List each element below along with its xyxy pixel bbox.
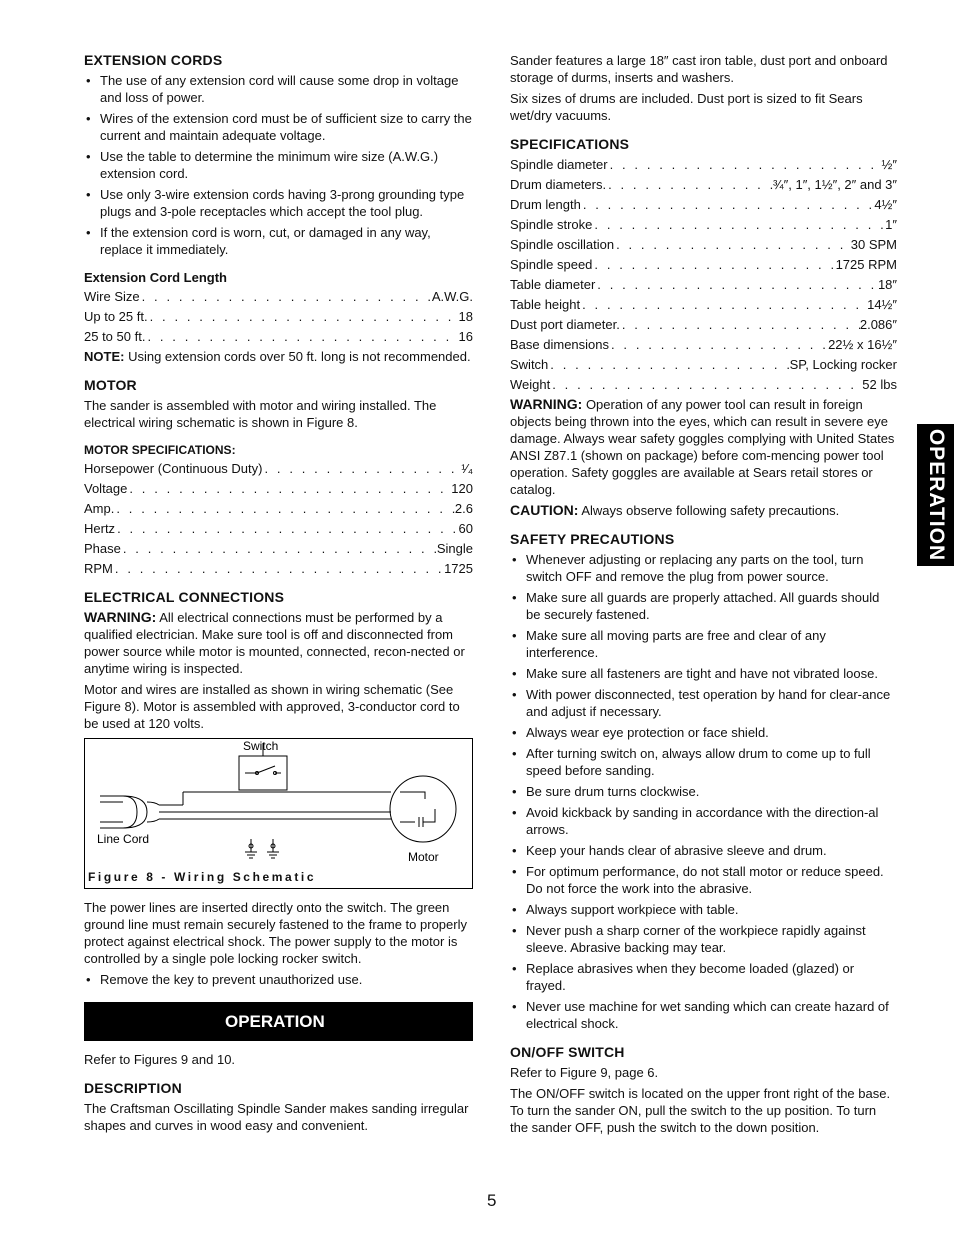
page-number: 5 (487, 1191, 497, 1210)
list-item: • After turning switch on, always allow drum to come up to full speed before sanding. (510, 745, 897, 779)
list-item: • Use only 3-wire extension cords having 3-prong grounding type plugs and 3-pole receptacles which accept the tool plug. (84, 186, 473, 220)
spec-row: Table height . . . 14½″ (510, 296, 897, 313)
list-item: • Make sure all fasteners are tight and have not vibrated loose. (510, 665, 897, 682)
left-column (84, 52, 473, 1138)
power-lines-text: The power lines are inserted directly onto the switch. The green ground line must remain securely fastened to the frame to properly protect against electrical shock. The power supply to the motor is controlled by a single pole locking rocker switch. (84, 900, 467, 966)
list-item: • Use the table to determine the minimum wire size (A.W.G.) extension cord. (84, 148, 473, 182)
list-item: • Wires of the extension cord must be of sufficient size to carry the current and maintain adequate voltage. (84, 110, 473, 144)
list-item: • Make sure all moving parts are free and clear of any interference. (510, 627, 897, 661)
figure-caption: Figure 8 - Wiring Schematic (88, 870, 317, 884)
extension-note: NOTE: Using extension cords over 50 ft. long is not recommended. (84, 349, 471, 364)
motor-specs-heading: MOTOR SPECIFICATIONS: (84, 443, 236, 457)
spec-row: Voltage . . . 120 (84, 480, 473, 497)
operation-section-bar: OPERATION (84, 1002, 473, 1041)
electrical-heading: ELECTRICAL CONNECTIONS (84, 589, 285, 605)
description-heading: DESCRIPTION (84, 1080, 182, 1096)
motor-text: The sander is assembled with motor and wiring installed. The electrical wiring schematic is shown in Figure 8. (84, 398, 437, 430)
spec-row: Phase . . . Single (84, 540, 473, 557)
intro-text-2: Six sizes of drums are included. Dust port is sized to fit Sears wet/dry vacuums. (510, 91, 863, 123)
switch-label: Switch (243, 739, 279, 753)
intro-text-1: Sander features a large 18″ cast iron table, dust port and onboard storage of durms, inserts and washers. (510, 53, 888, 85)
motor-heading: MOTOR (84, 377, 137, 393)
wiring-schematic-diagram (85, 739, 472, 888)
spec-row: 25 to 50 ft. . . . 16 (84, 328, 473, 345)
electrical-warning: WARNING: All electrical connections must be performed by a qualified electrician. Make sure tool is off and disconnected from power source while motor is mounted, connected, recon-nected or anytime wiring is inspected. (84, 609, 465, 676)
wiring-schematic-figure (84, 738, 473, 889)
list-item: • For optimum performance, do not stall motor or reduce speed. Do not force the work into the abrasive. (510, 863, 897, 897)
spec-row: Amp. . . . 2.6 (84, 500, 473, 517)
spec-row: Switch . . . SP, Locking rocker (510, 356, 897, 373)
spec-row: Horsepower (Continuous Duty) . . . ¹⁄₄ (84, 460, 473, 477)
spec-row: Spindle diameter . . . ½″ (510, 156, 897, 173)
side-tab-operation: OPERATION (917, 424, 954, 566)
spec-row: Dust port diameter. . . . 2.086″ (510, 316, 897, 333)
list-item: • With power disconnected, test operation by hand for clear-ance and adjust if necessary. (510, 686, 897, 720)
list-item: • Whenever adjusting or replacing any parts on the tool, turn switch OFF and remove the plug from power source. (510, 551, 897, 585)
spec-row: Weight . . . 52 lbs (510, 376, 897, 393)
motor-label: Motor (408, 850, 439, 864)
spec-row: Drum diameters. . . . ¾″, 1″, 1½″, 2″ and 3″ (510, 176, 897, 193)
list-item: • Always support workpiece with table. (510, 901, 897, 918)
list-item: • Keep your hands clear of abrasive sleeve and drum. (510, 842, 897, 859)
right-column (510, 52, 897, 1140)
list-item: • Always wear eye protection or face shield. (510, 724, 897, 741)
safety-precautions-heading: SAFETY PRECAUTIONS (510, 531, 675, 547)
list-item: • Avoid kickback by sanding in accordance with the direction-al arrows. (510, 804, 897, 838)
spec-row: Table diameter . . . 18″ (510, 276, 897, 293)
list-item: • If the extension cord is worn, cut, or damaged in any way, replace it immediately. (84, 224, 473, 258)
spec-row: Wire Size . . . A.W.G. (84, 288, 473, 305)
electrical-text: Motor and wires are installed as shown in wiring schematic (See Figure 8). Motor is assembled with approved, 3-conductor cord to be used at 120 volts. (84, 682, 460, 731)
extension-cords-heading: EXTENSION CORDS (84, 52, 223, 68)
spec-row: Spindle oscillation . . . 30 SPM (510, 236, 897, 253)
safety-warning: WARNING: Operation of any power tool can result in foreign objects being thrown into the eyes, which can result in severe eye damage. Always wear safety goggles complying with United States ANSI Z87.1 (shown on package) before com-mencing power tool operation. Safety goggles are available at Sears retail stores or catalog. (510, 396, 895, 497)
specifications-heading: SPECIFICATIONS (510, 136, 630, 152)
on-off-refer: Refer to Figure 9, page 6. (510, 1065, 659, 1080)
description-text: The Craftsman Oscillating Spindle Sander makes sanding irregular shapes and curves in wood easy and convenient. (84, 1101, 469, 1133)
refer-figures: Refer to Figures 9 and 10. (84, 1052, 236, 1067)
list-item: • Never push a sharp corner of the workpiece rapidly against sleeve. Abrasive backing may tear. (510, 922, 897, 956)
caution-text: CAUTION: Always observe following safety precautions. (510, 502, 840, 518)
list-item: • Replace abrasives when they become loaded (glazed) or frayed. (510, 960, 897, 994)
list-item: • Never use machine for wet sanding which can create hazard of electrical shock. (510, 998, 897, 1032)
list-item: • Be sure drum turns clockwise. (510, 783, 897, 800)
spec-row: RPM . . . 1725 (84, 560, 473, 577)
line-cord-label: Line Cord (97, 832, 150, 846)
spec-row: Hertz . . . 60 (84, 520, 473, 537)
safety-list (510, 551, 897, 1032)
spec-row: Spindle stroke . . . 1″ (510, 216, 897, 233)
spec-row: Up to 25 ft. . . . 18 (84, 308, 473, 325)
on-off-switch-heading: ON/OFF SWITCH (510, 1044, 625, 1060)
on-off-text: The ON/OFF switch is located on the upper front right of the base. To turn the sander ON, pull the switch to the up position. To turn the sander OFF, push the switch to the down position. (510, 1086, 891, 1135)
extension-cord-length-heading: Extension Cord Length (84, 270, 227, 285)
spec-row: Base dimensions . . . 22½ x 16½″ (510, 336, 897, 353)
spec-row: Drum length . . . 4½″ (510, 196, 897, 213)
list-item: • The use of any extension cord will cause some drop in voltage and loss of power. (84, 72, 473, 106)
spec-row: Spindle speed . . . 1725 RPM (510, 256, 897, 273)
extension-cords-list (84, 72, 473, 258)
list-item: • Make sure all guards are properly attached. All guards should be securely fastened. (510, 589, 897, 623)
list-item: • Remove the key to prevent unauthorized use. (84, 971, 473, 988)
electrical-list (84, 971, 473, 988)
